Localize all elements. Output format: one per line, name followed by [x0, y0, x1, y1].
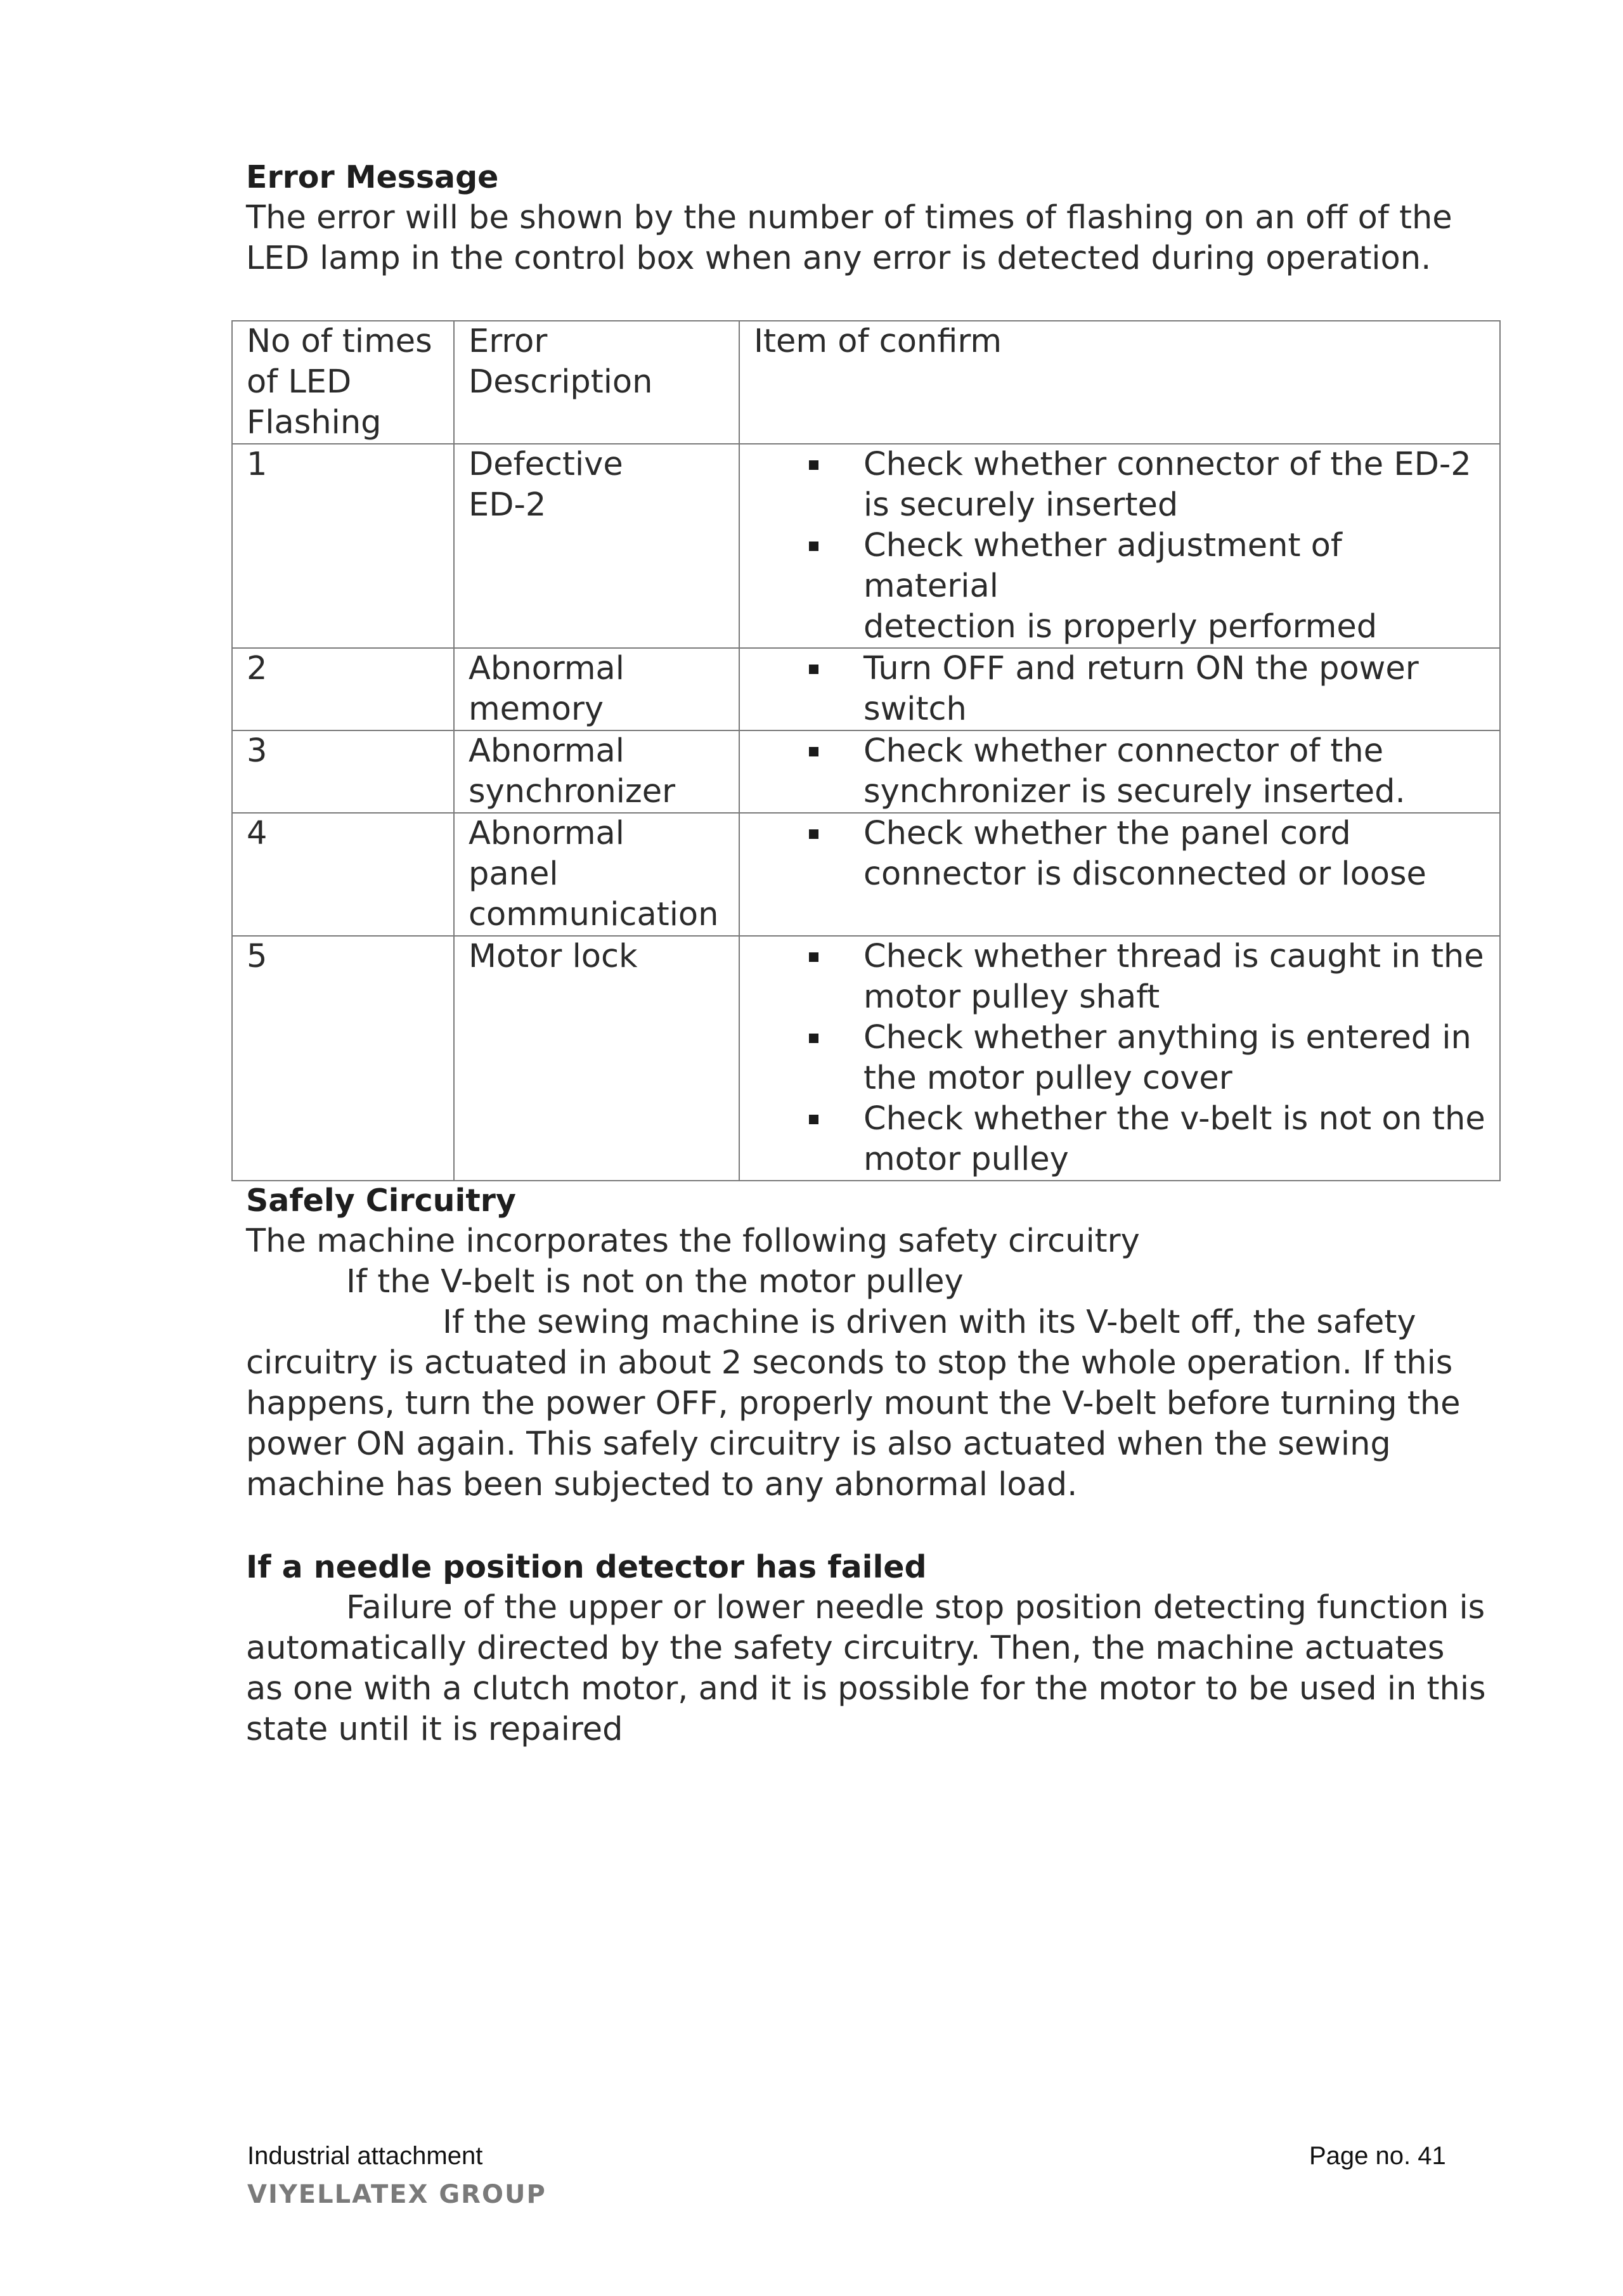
desc-line: Abnormal: [469, 815, 624, 852]
error-description: [454, 813, 739, 936]
table-row: [232, 813, 1500, 936]
check-line: Check whether adjustment of material: [863, 527, 1342, 605]
check-list: [754, 937, 1485, 1180]
desc-line: Motor lock: [469, 938, 638, 975]
page-number: Page no. 41: [1309, 2142, 1446, 2170]
error-message-section: [246, 157, 1504, 279]
header-line: Description: [469, 363, 653, 401]
flash-count: 4: [232, 813, 454, 936]
safety-line: power ON again. This safely circuitry is also actuated when the sewing: [246, 1425, 1391, 1463]
error-description: [454, 936, 739, 1181]
check-item: [754, 1018, 1485, 1099]
needle-line: state until it is repaired: [246, 1711, 623, 1748]
header-line: Error: [469, 323, 548, 360]
check-line: Check whether thread is caught in the: [863, 938, 1484, 975]
safety-line: happens, turn the power OFF, properly mount the V-belt before turning the: [246, 1385, 1461, 1422]
needle-line: Failure of the upper or lower needle stop position detecting function is: [346, 1589, 1485, 1626]
check-item: [754, 814, 1485, 895]
flash-count: 3: [232, 730, 454, 813]
confirm-items: [739, 444, 1500, 648]
needle-line: automatically directed by the safety circuitry. Then, the machine actuates: [246, 1630, 1445, 1667]
check-line: Check whether anything is entered in: [863, 1019, 1471, 1056]
check-line: synchronizer is securely inserted.: [863, 773, 1406, 810]
check-line: Turn OFF and return ON the power: [863, 650, 1419, 687]
check-line: motor pulley: [863, 1141, 1069, 1178]
desc-line: communication: [469, 896, 719, 933]
flash-count: 1: [232, 444, 454, 648]
check-item: [754, 937, 1485, 1018]
header-line: No of times: [247, 323, 432, 360]
desc-line: Abnormal: [469, 732, 624, 770]
desc-line: Abnormal: [469, 650, 624, 687]
header-item-of-confirm: [739, 321, 1500, 444]
table-row: [232, 936, 1500, 1181]
check-list: [754, 444, 1485, 647]
error-intro-line-2: LED lamp in the control box when any error is detected during operation.: [246, 240, 1432, 277]
check-list: [754, 649, 1485, 730]
safety-line: If the V-belt is not on the motor pulley: [346, 1263, 964, 1300]
check-line: the motor pulley cover: [863, 1060, 1232, 1097]
flash-count: 5: [232, 936, 454, 1181]
error-description: [454, 730, 739, 813]
desc-line: ED-2: [469, 486, 546, 524]
desc-line: synchronizer: [469, 773, 676, 810]
needle-line: as one with a clutch motor, and it is possible for the motor to be used in this: [246, 1670, 1486, 1708]
company-logo: VIYELLATEX GROUP: [247, 2180, 546, 2209]
error-description: [454, 648, 739, 730]
error-table: [231, 320, 1501, 1181]
check-line: Check whether connector of the: [863, 732, 1384, 770]
check-line: Check whether the panel cord: [863, 815, 1351, 852]
table-row: [232, 730, 1500, 813]
flash-count: 2: [232, 648, 454, 730]
check-line: motor pulley shaft: [863, 978, 1160, 1016]
check-line: Check whether connector of the ED-2: [863, 446, 1471, 483]
error-message-heading: Error Message: [246, 159, 499, 195]
check-line: connector is disconnected or loose: [863, 855, 1426, 893]
table-header-row: [232, 321, 1500, 444]
check-item: [754, 526, 1485, 647]
check-item: [754, 1099, 1485, 1180]
needle-detector-section: [246, 1547, 1504, 1750]
check-list: [754, 731, 1485, 812]
header-line: Flashing: [247, 404, 382, 441]
safety-circuitry-section: [246, 1181, 1504, 1505]
header-line: of LED: [247, 363, 352, 401]
desc-line: Defective: [469, 446, 623, 483]
needle-detector-heading: If a needle position detector has failed: [246, 1549, 927, 1585]
check-line: detection is properly performed: [863, 608, 1378, 645]
table-row: [232, 648, 1500, 730]
confirm-items: [739, 648, 1500, 730]
footer-title: Industrial attachment: [247, 2142, 483, 2170]
safety-line: machine has been subjected to any abnormal load.: [246, 1466, 1078, 1503]
safety-line: circuitry is actuated in about 2 seconds to stop the whole operation. If this: [246, 1344, 1453, 1382]
confirm-items: [739, 936, 1500, 1181]
safety-line: The machine incorporates the following safety circuitry: [246, 1223, 1140, 1260]
table-row: [232, 444, 1500, 648]
error-description: [454, 444, 739, 648]
error-intro-line-1: The error will be shown by the number of times of flashing on an off of the: [246, 199, 1452, 237]
safety-line: If the sewing machine is driven with its V-belt off, the safety: [443, 1304, 1416, 1341]
check-line: is securely inserted: [863, 486, 1179, 524]
check-item: [754, 649, 1485, 730]
confirm-items: [739, 730, 1500, 813]
confirm-items: [739, 813, 1500, 936]
check-line: switch: [863, 691, 967, 728]
check-item: [754, 444, 1485, 526]
header-led-flashing: [232, 321, 454, 444]
desc-line: panel: [469, 855, 559, 893]
header-error-description: [454, 321, 739, 444]
check-item: [754, 731, 1485, 812]
check-line: Check whether the v-belt is not on the: [863, 1100, 1485, 1138]
check-list: [754, 814, 1485, 895]
header-line: Item of confirm: [754, 323, 1002, 360]
desc-line: memory: [469, 691, 604, 728]
safety-circuitry-heading: Safely Circuitry: [246, 1183, 516, 1219]
